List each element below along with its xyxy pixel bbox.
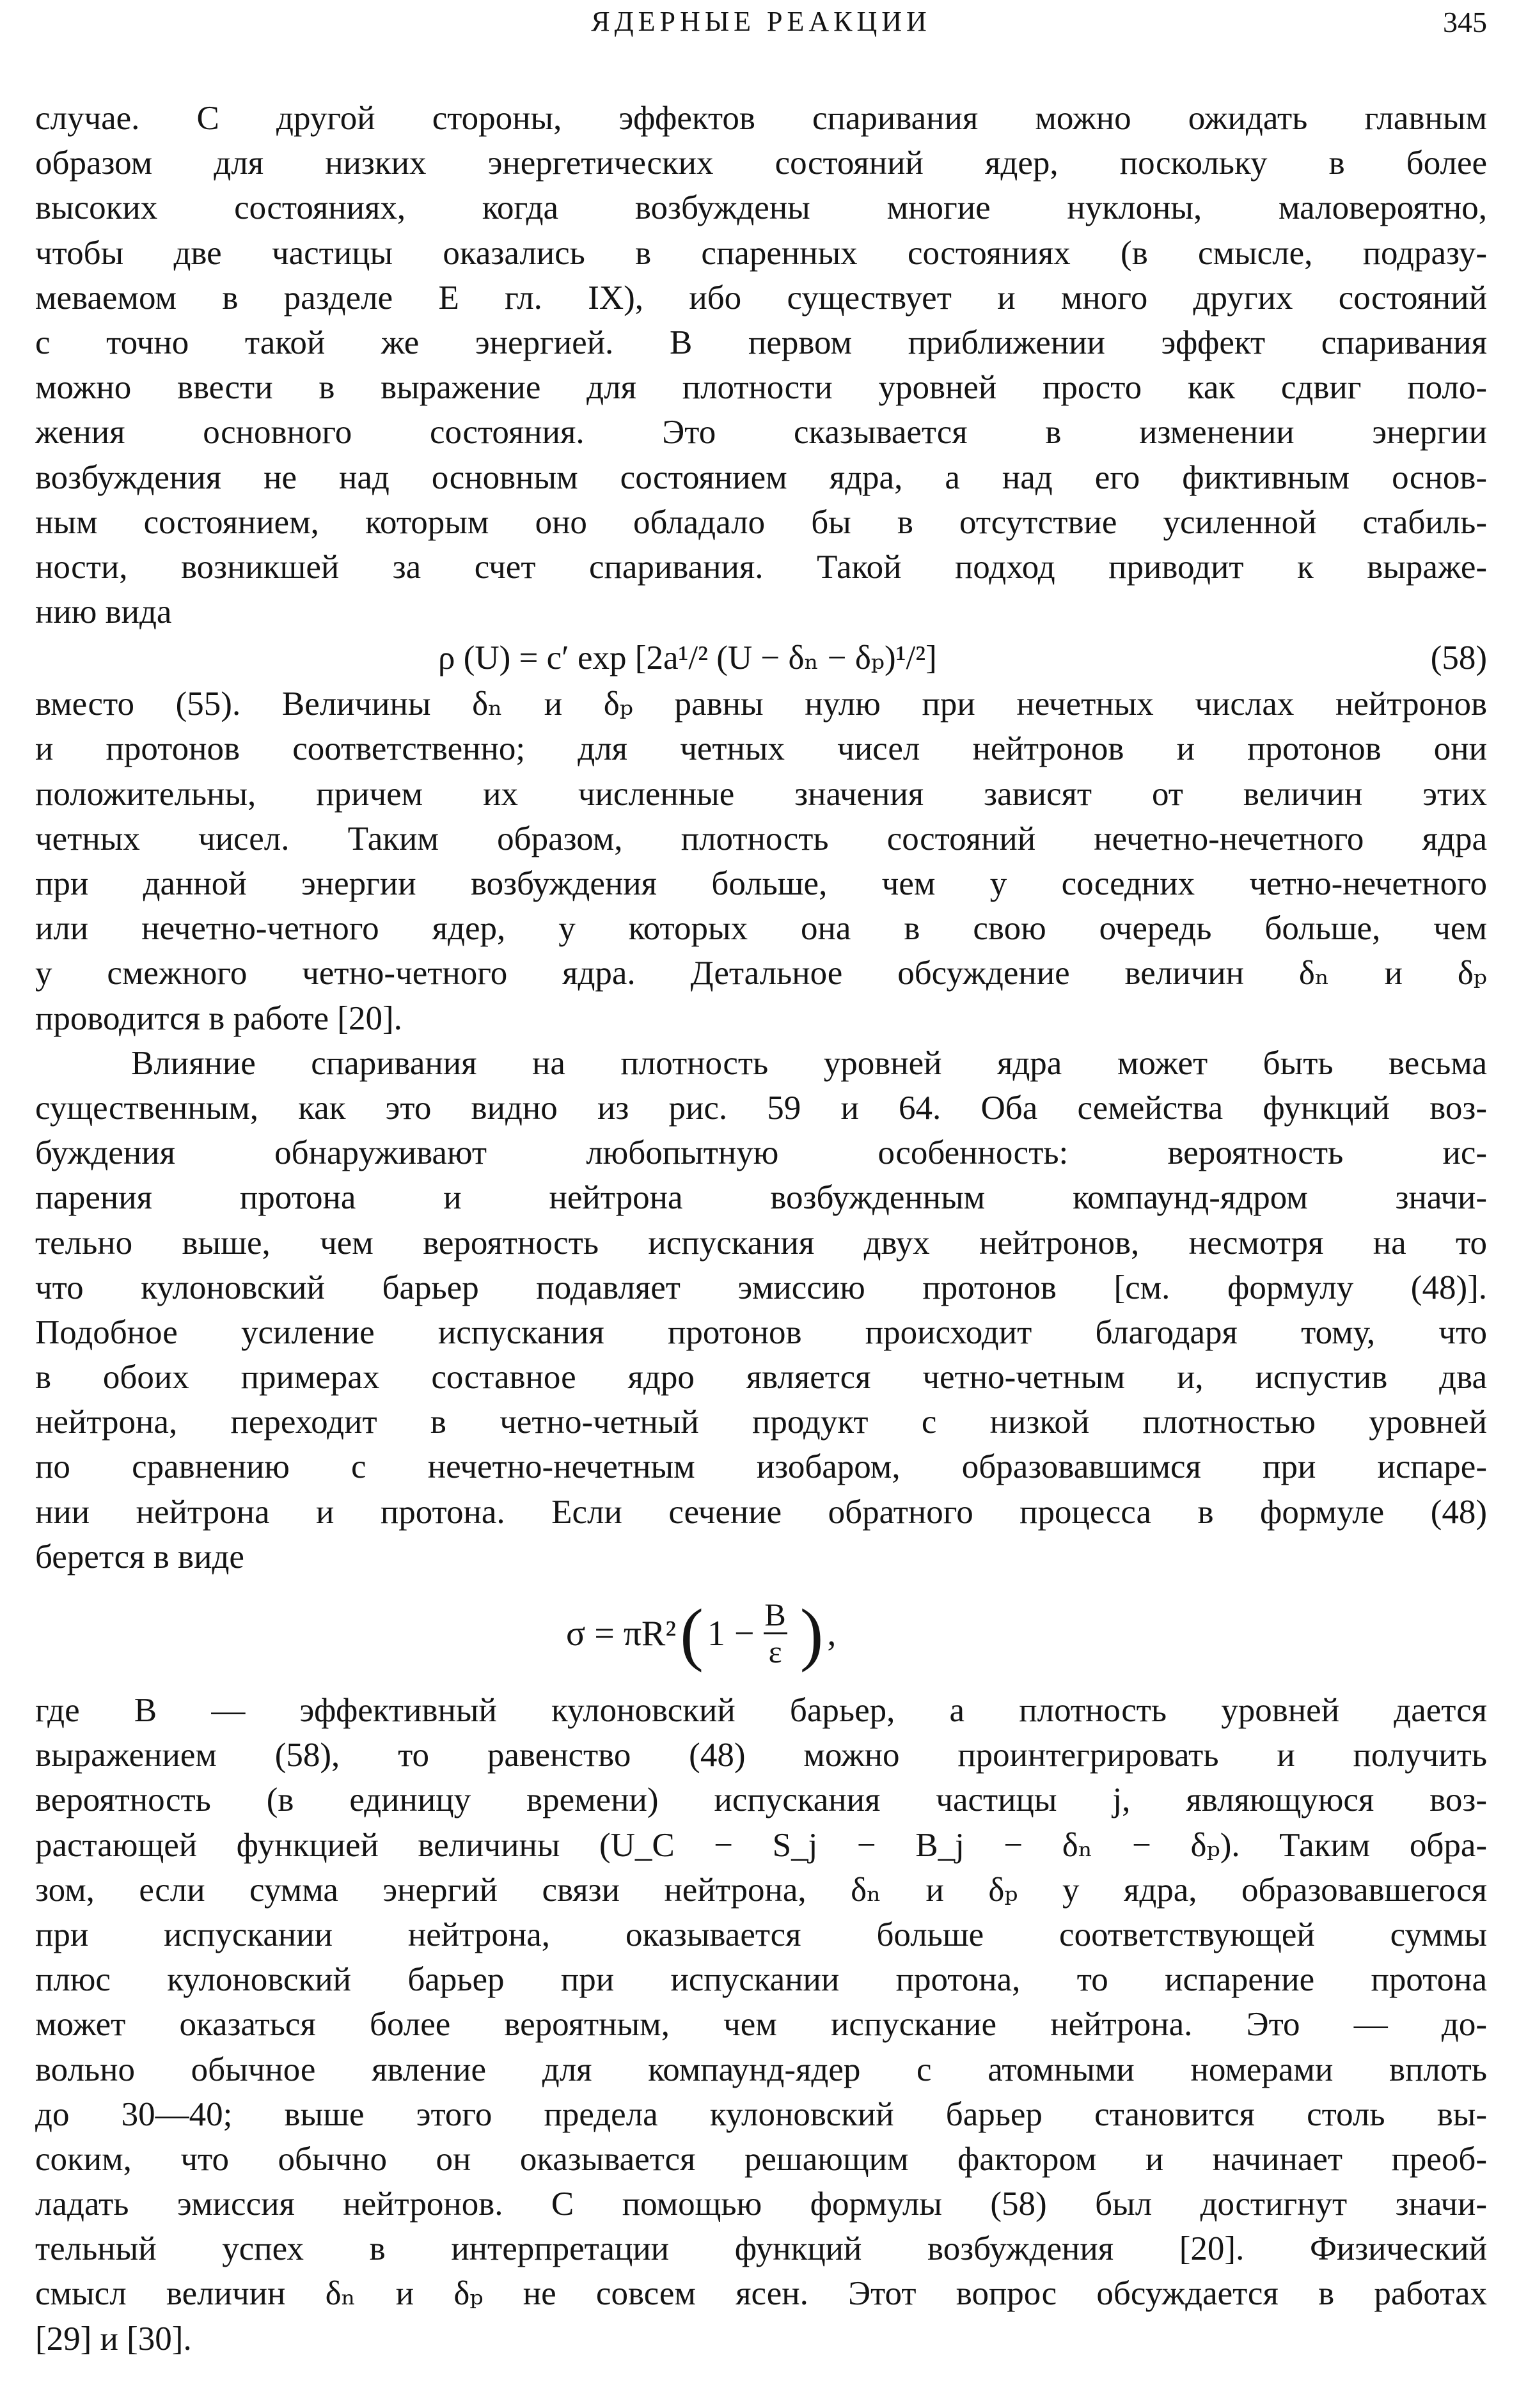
text-line: образом для низких энергетических состояний ядер, поскольку в более xyxy=(35,145,1487,182)
text-line: ности, возникшей за счет спаривания. Такой подход приводит к выраже- xyxy=(35,548,1487,586)
text-line: тельно выше, чем вероятность испускания двух нейтронов, несмотря на то xyxy=(35,1224,1487,1262)
fraction-numerator: B xyxy=(764,1597,786,1632)
sigma-one-minus: 1 − xyxy=(707,1613,755,1654)
text-line: ладать эмиссия нейтронов. С помощью формулы (58) был достигнут значи- xyxy=(35,2185,1487,2223)
left-paren: ( xyxy=(680,1594,704,1673)
text-line: существенным, как это видно из рис. 59 и 64. Оба семейства функций воз- xyxy=(35,1089,1487,1127)
text-line: вместо (55). Величины δₙ и δₚ равны нулю при нечетных числах нейтронов xyxy=(35,685,1487,723)
text-line: берется в виде xyxy=(35,1538,244,1575)
text-line: вольно обычное явление для компаунд-ядер с атомными номерами вплоть xyxy=(35,2051,1487,2088)
text-line: Влияние спаривания на плотность уровней ядра может быть весьма xyxy=(131,1044,1487,1082)
paragraph-3 xyxy=(35,1041,1487,1579)
paragraph-4 xyxy=(35,1688,1487,2361)
equation-sigma-formula xyxy=(566,1594,837,1673)
text-line: ным состоянием, которым оно обладало бы в отсутствие усиленной стабиль- xyxy=(35,503,1487,541)
text-line: жения основного состояния. Это сказывается в изменении энергии xyxy=(35,414,1487,451)
text-line: при данной энергии возбуждения больше, чем у соседних четно-нечетного xyxy=(35,865,1487,902)
body-text xyxy=(35,96,1487,2361)
text-line: буждения обнаруживают любопытную особенность: вероятность ис- xyxy=(35,1134,1487,1172)
text-line: парения протона и нейтрона возбужденным компаунд-ядром значи- xyxy=(35,1179,1487,1217)
equation-58-number: (58) xyxy=(1430,639,1487,677)
text-line: можно ввести в выражение для плотности уровней просто как сдвиг поло- xyxy=(35,369,1487,407)
text-line: нии нейтрона и протона. Если сечение обратного процесса в формуле (48) xyxy=(35,1493,1487,1531)
text-line: в обоих примерах составное ядро является четно-четным и, испустив два xyxy=(35,1359,1487,1396)
text-line: [29] и [30]. xyxy=(35,2320,192,2357)
text-line: зом, если сумма энергий связи нейтрона, δₙ и δₚ у ядра, образовавшегося xyxy=(35,1871,1487,1909)
text-line: вероятность (в единицу времени) испускания частицы j, являющуюся воз- xyxy=(35,1781,1487,1819)
text-line: высоких состояниях, когда возбуждены многие нуклоны, маловероятно, xyxy=(35,189,1487,227)
text-line: нию вида xyxy=(35,593,172,631)
text-line: плюс кулоновский барьер при испускании протона, то испарение протона xyxy=(35,1961,1487,1999)
text-line: может оказаться более вероятным, чем испускание нейтрона. Это — до- xyxy=(35,2006,1487,2044)
text-line: до 30—40; выше этого предела кулоновский барьер становится столь вы- xyxy=(35,2095,1487,2133)
text-line: смысл величин δₙ и δₚ не совсем ясен. Этот вопрос обсуждается в работах xyxy=(35,2275,1487,2313)
paragraph-2 xyxy=(35,682,1487,1041)
text-line: при испускании нейтрона, оказывается больше соответствующей суммы xyxy=(35,1916,1487,1953)
running-head: ЯДЕРНЫЕ РЕАКЦИИ xyxy=(591,6,931,37)
text-line: растающей функцией величины (U_C − S_j − B_j − δₙ − δₚ). Таким обра- xyxy=(35,1826,1487,1864)
right-paren: ) xyxy=(799,1594,824,1673)
equation-58 xyxy=(35,634,1487,682)
text-line: что кулоновский барьер подавляет эмиссию протонов [см. формулу (48)]. xyxy=(35,1269,1487,1306)
paragraph-1 xyxy=(35,96,1487,634)
text-line: и протонов соответственно; для четных чисел нейтронов и протонов они xyxy=(35,730,1487,768)
sigma-comma: , xyxy=(827,1613,837,1654)
text-line: возбуждения не над основным состоянием ядра, а над его фиктивным основ- xyxy=(35,458,1487,496)
text-line: где B — эффективный кулоновский барьер, а плотность уровней дается xyxy=(35,1692,1487,1729)
sigma-lhs: σ = πR² xyxy=(566,1613,677,1654)
text-line: чтобы две частицы оказались в спаренных состояниях (в смысле, подразу- xyxy=(35,234,1487,272)
page-header xyxy=(35,3,1487,41)
text-line: четных чисел. Таким образом, плотность состояний нечетно-нечетного ядра xyxy=(35,820,1487,857)
text-line: или нечетно-четного ядер, у которых она в свою очередь больше, чем xyxy=(35,910,1487,948)
text-line: меваемом в разделе Е гл. IX), ибо существует и много других состояний xyxy=(35,279,1487,317)
fraction-denominator: ε xyxy=(764,1632,787,1669)
fraction xyxy=(759,1597,791,1669)
text-line: выражением (58), то равенство (48) можно проинтегрировать и получить xyxy=(35,1737,1487,1774)
text-line: с точно такой же энергией. В первом приближении эффект спаривания xyxy=(35,324,1487,361)
text-line: нейтрона, переходит в четно-четный продукт с низкой плотностью уровней xyxy=(35,1403,1487,1441)
text-line: соким, что обычно он оказывается решающим фактором и начинает преоб- xyxy=(35,2140,1487,2178)
text-line: положительны, причем их численные значения зависят от величин этих xyxy=(35,775,1487,813)
equation-sigma xyxy=(35,1579,1487,1688)
text-line: проводится в работе [20]. xyxy=(35,999,402,1037)
text-line: у смежного четно-четного ядра. Детальное обсуждение величин δₙ и δₚ xyxy=(35,955,1487,992)
text-line: тельный успех в интерпретации функций возбуждения [20]. Физический xyxy=(35,2230,1487,2268)
text-line: случае. С другой стороны, эффектов спаривания можно ожидать главным xyxy=(35,100,1487,137)
text-line: по сравнению с нечетно-нечетным изобаром, образовавшимся при испаре- xyxy=(35,1448,1487,1486)
page-number: 345 xyxy=(1443,6,1487,38)
equation-58-formula: ρ (U) = c′ exp [2a¹/² (U − δₙ − δₚ)¹/²] xyxy=(438,639,937,677)
text-line: Подобное усиление испускания протонов происходит благодаря тому, что xyxy=(35,1313,1487,1351)
